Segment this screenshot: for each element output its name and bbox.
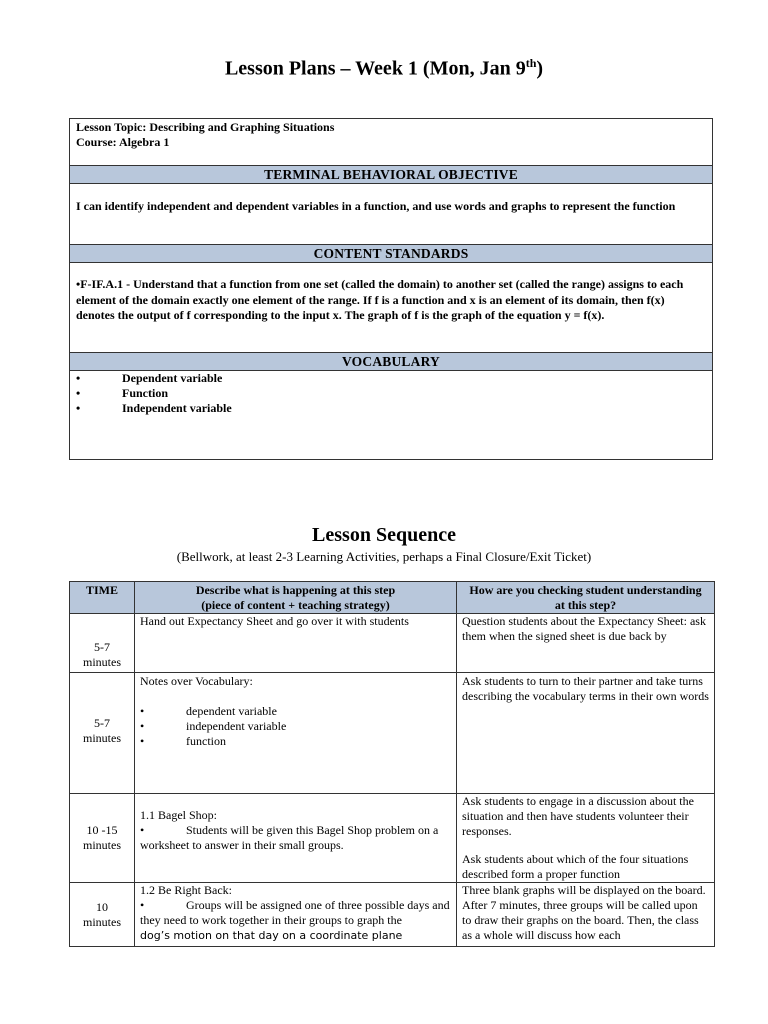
describe-title: 1.1 Bagel Shop: (140, 808, 217, 822)
list-item (76, 386, 706, 401)
check-column-header (457, 582, 715, 614)
check-cell: Question students about the Expectancy Sheet: ask them when the signed sheet is due back by (457, 614, 715, 673)
time-value: 5-7 (94, 640, 110, 654)
table-row (70, 794, 715, 883)
bullet-icon: • (140, 704, 145, 718)
bullet-icon: • (140, 823, 145, 837)
check-cell: Ask students to turn to their partner and take turns describing the vocabulary terms in their own words (457, 673, 715, 794)
describe-cell (135, 883, 457, 947)
time-column-header: TIME (70, 582, 135, 614)
bullet-icon: • (76, 401, 81, 415)
time-value: 10 (96, 899, 108, 914)
vocabulary-header: VOCABULARY (70, 352, 712, 371)
list-item (76, 401, 706, 416)
table-row (70, 614, 715, 673)
vocab-term: Dependent variable (122, 371, 223, 385)
tbo-header: TERMINAL BEHAVIORAL OBJECTIVE (70, 165, 712, 184)
page-title (0, 56, 768, 81)
table-header-row (70, 582, 715, 614)
list-item (140, 719, 451, 734)
bullet-icon: • (76, 371, 81, 385)
time-unit: minutes (83, 838, 121, 852)
describe-text-tail: dog’s motion on that day on a coordinate plane (140, 929, 403, 942)
time-unit: minutes (83, 731, 121, 745)
check-text: Ask students about which of the four situations described form a proper function (462, 852, 689, 881)
time-cell (70, 883, 135, 947)
list-item (76, 371, 706, 386)
table-row (70, 883, 715, 947)
check-cell: Three blank graphs will be displayed on the board. After 7 minutes, three groups will be called upon to draw their graphs on the board. Then, the class as a whole will discuss how each (457, 883, 715, 947)
check-header-line-1: How are you checking student understanding (469, 583, 702, 597)
list-item (140, 898, 451, 928)
check-text: Ask students to engage in a discussion about the situation and then have students volunteer their responses. (462, 794, 694, 838)
list-item (140, 734, 451, 749)
tbo-text: I can identify independent and dependent variables in a function, and use words and graphs to represent the function (76, 199, 676, 213)
describe-text: Students will be given this Bagel Shop problem on a worksheet to answer in their small groups. (140, 823, 439, 852)
describe-text: Groups will be assigned one of three possible days and they need to work together in their groups to graph the (140, 898, 450, 927)
lesson-topic: Lesson Topic: Describing and Graphing Situations (76, 120, 335, 134)
time-value: 10 -15 (86, 823, 118, 837)
bullet-icon: • (140, 898, 145, 912)
time-cell (70, 794, 135, 883)
describe-title: 1.2 Be Right Back: (140, 883, 232, 897)
vocab-note: function (186, 734, 226, 748)
vocabulary-list (70, 371, 712, 416)
bullet-icon: • (76, 386, 81, 400)
page-title-close: ) (536, 57, 544, 80)
describe-column-header (135, 582, 457, 614)
vocab-term: Function (122, 386, 169, 400)
vocab-note: dependent variable (186, 704, 277, 718)
sequence-subtitle: (Bellwork, at least 2-3 Learning Activities, perhaps a Final Closure/Exit Ticket) (176, 549, 592, 564)
bullet-icon: • (140, 734, 145, 748)
time-unit: minutes (83, 655, 121, 669)
vocab-term: Independent variable (122, 401, 232, 415)
content-standards-text: •F-IF.A.1 - Understand that a function from one set (called the domain) to another set (called the range) assigns to each element of the domain exactly one element of the range. If f is a function and x is an element of its domain, then f(x) denotes the output of f corresponding to the input x. The graph of f is the graph of the equation y = f(x). (76, 277, 684, 322)
describe-cell (135, 673, 457, 794)
time-cell (70, 673, 135, 794)
table-row (70, 673, 715, 794)
time-unit: minutes (83, 914, 121, 929)
topic-section (70, 119, 712, 165)
describe-title: Notes over Vocabulary: (140, 674, 253, 688)
describe-header-line-2: (piece of content + teaching strategy) (201, 598, 390, 612)
bullet-icon: • (140, 719, 145, 733)
lesson-sequence-table (69, 581, 715, 947)
list-item (140, 704, 451, 719)
page-title-text: Lesson Plans – Week 1 (Mon, Jan 9 (224, 57, 526, 80)
list-item (140, 823, 451, 853)
page-title-superscript: th (525, 56, 537, 70)
course-name: Course: Algebra 1 (76, 135, 170, 149)
check-header-line-2: at this step? (554, 598, 617, 612)
content-standards-header: CONTENT STANDARDS (70, 244, 712, 263)
check-cell (457, 794, 715, 883)
time-cell (70, 614, 135, 673)
describe-cell: Hand out Expectancy Sheet and go over it with students (135, 614, 457, 673)
lesson-plan-table (69, 118, 713, 460)
vocab-note: independent variable (186, 719, 287, 733)
describe-cell (135, 794, 457, 883)
describe-header-line-1: Describe what is happening at this step (195, 583, 396, 597)
time-value: 5-7 (94, 716, 110, 730)
sequence-title: Lesson Sequence (312, 524, 456, 546)
